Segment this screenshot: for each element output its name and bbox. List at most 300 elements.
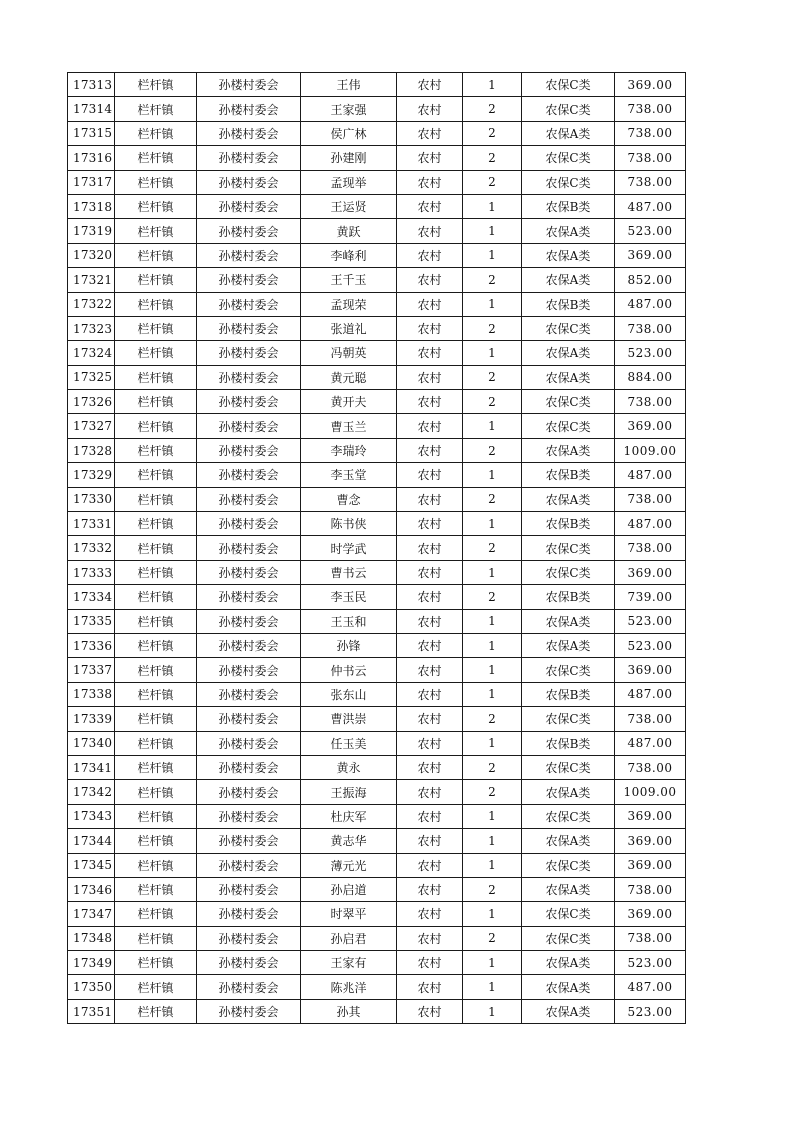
amount-cell: 369.00	[615, 829, 686, 853]
person-count-cell: 2	[463, 316, 522, 340]
table-row	[68, 999, 686, 1023]
row-id-cell: 17341	[68, 755, 115, 779]
amount-cell: 369.00	[615, 804, 686, 828]
person-count-cell: 1	[463, 73, 522, 97]
amount-cell: 523.00	[615, 951, 686, 975]
town-cell: 栏杆镇	[115, 804, 197, 828]
row-id-cell: 17338	[68, 682, 115, 706]
amount-cell: 487.00	[615, 292, 686, 316]
row-id-cell: 17350	[68, 975, 115, 999]
insurance-category-cell: 农保C类	[522, 853, 615, 877]
town-cell: 栏杆镇	[115, 731, 197, 755]
insurance-category-cell: 农保C类	[522, 658, 615, 682]
amount-cell: 738.00	[615, 121, 686, 145]
amount-cell: 523.00	[615, 633, 686, 657]
insurance-category-cell: 农保C类	[522, 170, 615, 194]
row-id-cell: 17349	[68, 951, 115, 975]
name-cell: 曹书云	[301, 560, 397, 584]
household-type-cell: 农村	[397, 755, 463, 779]
amount-cell: 369.00	[615, 658, 686, 682]
amount-cell: 487.00	[615, 682, 686, 706]
table-row	[68, 73, 686, 97]
person-count-cell: 2	[463, 390, 522, 414]
town-cell: 栏杆镇	[115, 341, 197, 365]
town-cell: 栏杆镇	[115, 658, 197, 682]
household-type-cell: 农村	[397, 316, 463, 340]
person-count-cell: 1	[463, 999, 522, 1023]
name-cell: 李峰利	[301, 243, 397, 267]
household-type-cell: 农村	[397, 902, 463, 926]
village-cell: 孙楼村委会	[197, 438, 301, 462]
table-row	[68, 316, 686, 340]
village-cell: 孙楼村委会	[197, 975, 301, 999]
name-cell: 曹洪崇	[301, 707, 397, 731]
person-count-cell: 2	[463, 877, 522, 901]
row-id-cell: 17334	[68, 585, 115, 609]
town-cell: 栏杆镇	[115, 633, 197, 657]
village-cell: 孙楼村委会	[197, 633, 301, 657]
insurance-category-cell: 农保A类	[522, 365, 615, 389]
insurance-category-cell: 农保B类	[522, 194, 615, 218]
name-cell: 薄元光	[301, 853, 397, 877]
insurance-category-cell: 农保B类	[522, 585, 615, 609]
amount-cell: 523.00	[615, 609, 686, 633]
village-cell: 孙楼村委会	[197, 341, 301, 365]
town-cell: 栏杆镇	[115, 73, 197, 97]
household-type-cell: 农村	[397, 121, 463, 145]
name-cell: 黄志华	[301, 829, 397, 853]
insurance-category-cell: 农保A类	[522, 341, 615, 365]
table-row	[68, 365, 686, 389]
table-row	[68, 877, 686, 901]
amount-cell: 369.00	[615, 73, 686, 97]
amount-cell: 738.00	[615, 926, 686, 950]
amount-cell: 487.00	[615, 463, 686, 487]
household-type-cell: 农村	[397, 951, 463, 975]
household-type-cell: 农村	[397, 585, 463, 609]
person-count-cell: 1	[463, 560, 522, 584]
table-row	[68, 487, 686, 511]
person-count-cell: 1	[463, 804, 522, 828]
village-cell: 孙楼村委会	[197, 121, 301, 145]
town-cell: 栏杆镇	[115, 390, 197, 414]
village-cell: 孙楼村委会	[197, 512, 301, 536]
name-cell: 冯朝英	[301, 341, 397, 365]
amount-cell: 523.00	[615, 219, 686, 243]
town-cell: 栏杆镇	[115, 512, 197, 536]
household-type-cell: 农村	[397, 170, 463, 194]
amount-cell: 738.00	[615, 146, 686, 170]
village-cell: 孙楼村委会	[197, 243, 301, 267]
name-cell: 李玉堂	[301, 463, 397, 487]
row-id-cell: 17319	[68, 219, 115, 243]
insurance-category-cell: 农保C类	[522, 902, 615, 926]
village-cell: 孙楼村委会	[197, 414, 301, 438]
name-cell: 黄永	[301, 755, 397, 779]
town-cell: 栏杆镇	[115, 365, 197, 389]
person-count-cell: 2	[463, 365, 522, 389]
table-row	[68, 536, 686, 560]
town-cell: 栏杆镇	[115, 707, 197, 731]
table-row	[68, 512, 686, 536]
household-type-cell: 农村	[397, 560, 463, 584]
amount-cell: 738.00	[615, 487, 686, 511]
person-count-cell: 1	[463, 609, 522, 633]
table-row	[68, 414, 686, 438]
village-cell: 孙楼村委会	[197, 585, 301, 609]
village-cell: 孙楼村委会	[197, 390, 301, 414]
table-row	[68, 219, 686, 243]
insurance-category-cell: 农保A类	[522, 975, 615, 999]
name-cell: 王玉和	[301, 609, 397, 633]
insurance-category-cell: 农保A类	[522, 609, 615, 633]
household-type-cell: 农村	[397, 146, 463, 170]
household-type-cell: 农村	[397, 243, 463, 267]
village-cell: 孙楼村委会	[197, 73, 301, 97]
table-row	[68, 902, 686, 926]
village-cell: 孙楼村委会	[197, 536, 301, 560]
amount-cell: 738.00	[615, 707, 686, 731]
person-count-cell: 1	[463, 243, 522, 267]
household-type-cell: 农村	[397, 438, 463, 462]
table-row	[68, 170, 686, 194]
village-cell: 孙楼村委会	[197, 97, 301, 121]
amount-cell: 738.00	[615, 97, 686, 121]
person-count-cell: 2	[463, 707, 522, 731]
person-count-cell: 2	[463, 170, 522, 194]
table-row	[68, 755, 686, 779]
table-row	[68, 633, 686, 657]
household-type-cell: 农村	[397, 658, 463, 682]
amount-cell: 738.00	[615, 390, 686, 414]
village-cell: 孙楼村委会	[197, 731, 301, 755]
name-cell: 孙建刚	[301, 146, 397, 170]
village-cell: 孙楼村委会	[197, 219, 301, 243]
insurance-category-cell: 农保A类	[522, 438, 615, 462]
person-count-cell: 1	[463, 829, 522, 853]
household-type-cell: 农村	[397, 609, 463, 633]
row-id-cell: 17318	[68, 194, 115, 218]
name-cell: 陈兆洋	[301, 975, 397, 999]
row-id-cell: 17333	[68, 560, 115, 584]
town-cell: 栏杆镇	[115, 121, 197, 145]
village-cell: 孙楼村委会	[197, 658, 301, 682]
village-cell: 孙楼村委会	[197, 268, 301, 292]
village-cell: 孙楼村委会	[197, 926, 301, 950]
row-id-cell: 17329	[68, 463, 115, 487]
name-cell: 王运贤	[301, 194, 397, 218]
town-cell: 栏杆镇	[115, 999, 197, 1023]
table-row	[68, 609, 686, 633]
insurance-category-cell: 农保B类	[522, 292, 615, 316]
village-cell: 孙楼村委会	[197, 609, 301, 633]
row-id-cell: 17322	[68, 292, 115, 316]
town-cell: 栏杆镇	[115, 853, 197, 877]
name-cell: 王家强	[301, 97, 397, 121]
amount-cell: 369.00	[615, 853, 686, 877]
table-row	[68, 146, 686, 170]
name-cell: 曹玉兰	[301, 414, 397, 438]
person-count-cell: 1	[463, 902, 522, 926]
household-type-cell: 农村	[397, 390, 463, 414]
amount-cell: 487.00	[615, 975, 686, 999]
household-type-cell: 农村	[397, 97, 463, 121]
village-cell: 孙楼村委会	[197, 463, 301, 487]
person-count-cell: 1	[463, 219, 522, 243]
person-count-cell: 1	[463, 633, 522, 657]
village-cell: 孙楼村委会	[197, 951, 301, 975]
person-count-cell: 2	[463, 926, 522, 950]
town-cell: 栏杆镇	[115, 926, 197, 950]
row-id-cell: 17331	[68, 512, 115, 536]
row-id-cell: 17328	[68, 438, 115, 462]
name-cell: 时学武	[301, 536, 397, 560]
town-cell: 栏杆镇	[115, 829, 197, 853]
name-cell: 孙启道	[301, 877, 397, 901]
person-count-cell: 2	[463, 121, 522, 145]
name-cell: 孟现荣	[301, 292, 397, 316]
insurance-category-cell: 农保A类	[522, 121, 615, 145]
name-cell: 张道礼	[301, 316, 397, 340]
person-count-cell: 2	[463, 146, 522, 170]
town-cell: 栏杆镇	[115, 755, 197, 779]
name-cell: 张东山	[301, 682, 397, 706]
town-cell: 栏杆镇	[115, 585, 197, 609]
row-id-cell: 17346	[68, 877, 115, 901]
row-id-cell: 17342	[68, 780, 115, 804]
row-id-cell: 17344	[68, 829, 115, 853]
village-cell: 孙楼村委会	[197, 170, 301, 194]
row-id-cell: 17335	[68, 609, 115, 633]
household-type-cell: 农村	[397, 633, 463, 657]
town-cell: 栏杆镇	[115, 536, 197, 560]
town-cell: 栏杆镇	[115, 682, 197, 706]
row-id-cell: 17320	[68, 243, 115, 267]
village-cell: 孙楼村委会	[197, 292, 301, 316]
row-id-cell: 17317	[68, 170, 115, 194]
name-cell: 黄跃	[301, 219, 397, 243]
row-id-cell: 17324	[68, 341, 115, 365]
insurance-category-cell: 农保B类	[522, 463, 615, 487]
household-type-cell: 农村	[397, 707, 463, 731]
person-count-cell: 1	[463, 414, 522, 438]
town-cell: 栏杆镇	[115, 268, 197, 292]
village-cell: 孙楼村委会	[197, 902, 301, 926]
household-type-cell: 农村	[397, 292, 463, 316]
person-count-cell: 1	[463, 341, 522, 365]
row-id-cell: 17351	[68, 999, 115, 1023]
name-cell: 侯广林	[301, 121, 397, 145]
amount-cell: 738.00	[615, 316, 686, 340]
insurance-category-cell: 农保C类	[522, 560, 615, 584]
row-id-cell: 17313	[68, 73, 115, 97]
person-count-cell: 2	[463, 97, 522, 121]
insurance-category-cell: 农保C类	[522, 536, 615, 560]
table-row	[68, 804, 686, 828]
insurance-category-cell: 农保A类	[522, 999, 615, 1023]
town-cell: 栏杆镇	[115, 414, 197, 438]
town-cell: 栏杆镇	[115, 877, 197, 901]
name-cell: 时翠平	[301, 902, 397, 926]
amount-cell: 369.00	[615, 902, 686, 926]
name-cell: 孙启君	[301, 926, 397, 950]
table-row	[68, 682, 686, 706]
insurance-category-cell: 农保A类	[522, 243, 615, 267]
household-type-cell: 农村	[397, 853, 463, 877]
village-cell: 孙楼村委会	[197, 707, 301, 731]
table-row	[68, 243, 686, 267]
person-count-cell: 1	[463, 682, 522, 706]
row-id-cell: 17340	[68, 731, 115, 755]
row-id-cell: 17347	[68, 902, 115, 926]
household-type-cell: 农村	[397, 829, 463, 853]
insurance-category-cell: 农保B类	[522, 731, 615, 755]
amount-cell: 369.00	[615, 243, 686, 267]
row-id-cell: 17326	[68, 390, 115, 414]
table-row	[68, 658, 686, 682]
amount-cell: 487.00	[615, 731, 686, 755]
town-cell: 栏杆镇	[115, 902, 197, 926]
village-cell: 孙楼村委会	[197, 487, 301, 511]
town-cell: 栏杆镇	[115, 194, 197, 218]
person-count-cell: 1	[463, 731, 522, 755]
name-cell: 黄元聪	[301, 365, 397, 389]
row-id-cell: 17323	[68, 316, 115, 340]
name-cell: 孙其	[301, 999, 397, 1023]
village-cell: 孙楼村委会	[197, 316, 301, 340]
row-id-cell: 17314	[68, 97, 115, 121]
village-cell: 孙楼村委会	[197, 365, 301, 389]
name-cell: 黄开夫	[301, 390, 397, 414]
insurance-category-cell: 农保C类	[522, 414, 615, 438]
amount-cell: 523.00	[615, 999, 686, 1023]
table-row	[68, 97, 686, 121]
town-cell: 栏杆镇	[115, 438, 197, 462]
table-row	[68, 585, 686, 609]
row-id-cell: 17348	[68, 926, 115, 950]
insurance-category-cell: 农保C类	[522, 146, 615, 170]
household-type-cell: 农村	[397, 926, 463, 950]
insurance-category-cell: 农保A类	[522, 877, 615, 901]
insurance-category-cell: 农保C类	[522, 926, 615, 950]
table-row	[68, 194, 686, 218]
insurance-category-cell: 农保C类	[522, 804, 615, 828]
name-cell: 仲书云	[301, 658, 397, 682]
amount-cell: 523.00	[615, 341, 686, 365]
table-row	[68, 926, 686, 950]
town-cell: 栏杆镇	[115, 463, 197, 487]
table-row	[68, 731, 686, 755]
name-cell: 王振海	[301, 780, 397, 804]
row-id-cell: 17316	[68, 146, 115, 170]
row-id-cell: 17330	[68, 487, 115, 511]
table-row	[68, 268, 686, 292]
person-count-cell: 1	[463, 463, 522, 487]
household-type-cell: 农村	[397, 73, 463, 97]
name-cell: 孙锋	[301, 633, 397, 657]
table-row	[68, 292, 686, 316]
insurance-category-cell: 农保A类	[522, 633, 615, 657]
name-cell: 王伟	[301, 73, 397, 97]
table-row	[68, 780, 686, 804]
insurance-category-cell: 农保A类	[522, 780, 615, 804]
person-count-cell: 2	[463, 268, 522, 292]
table-body	[68, 73, 686, 1024]
amount-cell: 369.00	[615, 560, 686, 584]
table-row	[68, 463, 686, 487]
town-cell: 栏杆镇	[115, 219, 197, 243]
town-cell: 栏杆镇	[115, 609, 197, 633]
village-cell: 孙楼村委会	[197, 829, 301, 853]
person-count-cell: 2	[463, 780, 522, 804]
household-type-cell: 农村	[397, 536, 463, 560]
person-count-cell: 2	[463, 585, 522, 609]
name-cell: 陈书侠	[301, 512, 397, 536]
amount-cell: 738.00	[615, 536, 686, 560]
table-row	[68, 121, 686, 145]
insurance-category-cell: 农保C类	[522, 390, 615, 414]
table-row	[68, 438, 686, 462]
village-cell: 孙楼村委会	[197, 755, 301, 779]
person-count-cell: 1	[463, 658, 522, 682]
person-count-cell: 1	[463, 853, 522, 877]
village-cell: 孙楼村委会	[197, 877, 301, 901]
name-cell: 任玉美	[301, 731, 397, 755]
name-cell: 王千玉	[301, 268, 397, 292]
amount-cell: 738.00	[615, 170, 686, 194]
table-row	[68, 829, 686, 853]
household-type-cell: 农村	[397, 268, 463, 292]
household-type-cell: 农村	[397, 780, 463, 804]
household-type-cell: 农村	[397, 512, 463, 536]
table-row	[68, 390, 686, 414]
household-type-cell: 农村	[397, 975, 463, 999]
insurance-category-cell: 农保A类	[522, 219, 615, 243]
insurance-category-cell: 农保B类	[522, 512, 615, 536]
town-cell: 栏杆镇	[115, 975, 197, 999]
amount-cell: 1009.00	[615, 438, 686, 462]
town-cell: 栏杆镇	[115, 951, 197, 975]
household-type-cell: 农村	[397, 463, 463, 487]
village-cell: 孙楼村委会	[197, 999, 301, 1023]
amount-cell: 487.00	[615, 194, 686, 218]
row-id-cell: 17325	[68, 365, 115, 389]
insurance-category-cell: 农保C类	[522, 73, 615, 97]
name-cell: 曹念	[301, 487, 397, 511]
row-id-cell: 17315	[68, 121, 115, 145]
insurance-category-cell: 农保A类	[522, 951, 615, 975]
village-cell: 孙楼村委会	[197, 853, 301, 877]
name-cell: 李瑞玲	[301, 438, 397, 462]
name-cell: 孟现举	[301, 170, 397, 194]
person-count-cell: 2	[463, 487, 522, 511]
household-type-cell: 农村	[397, 487, 463, 511]
amount-cell: 739.00	[615, 585, 686, 609]
village-cell: 孙楼村委会	[197, 560, 301, 584]
town-cell: 栏杆镇	[115, 316, 197, 340]
town-cell: 栏杆镇	[115, 487, 197, 511]
row-id-cell: 17339	[68, 707, 115, 731]
row-id-cell: 17332	[68, 536, 115, 560]
name-cell: 李玉民	[301, 585, 397, 609]
person-count-cell: 2	[463, 536, 522, 560]
person-count-cell: 1	[463, 975, 522, 999]
row-id-cell: 17336	[68, 633, 115, 657]
table-row	[68, 560, 686, 584]
town-cell: 栏杆镇	[115, 243, 197, 267]
person-count-cell: 1	[463, 951, 522, 975]
household-type-cell: 农村	[397, 682, 463, 706]
